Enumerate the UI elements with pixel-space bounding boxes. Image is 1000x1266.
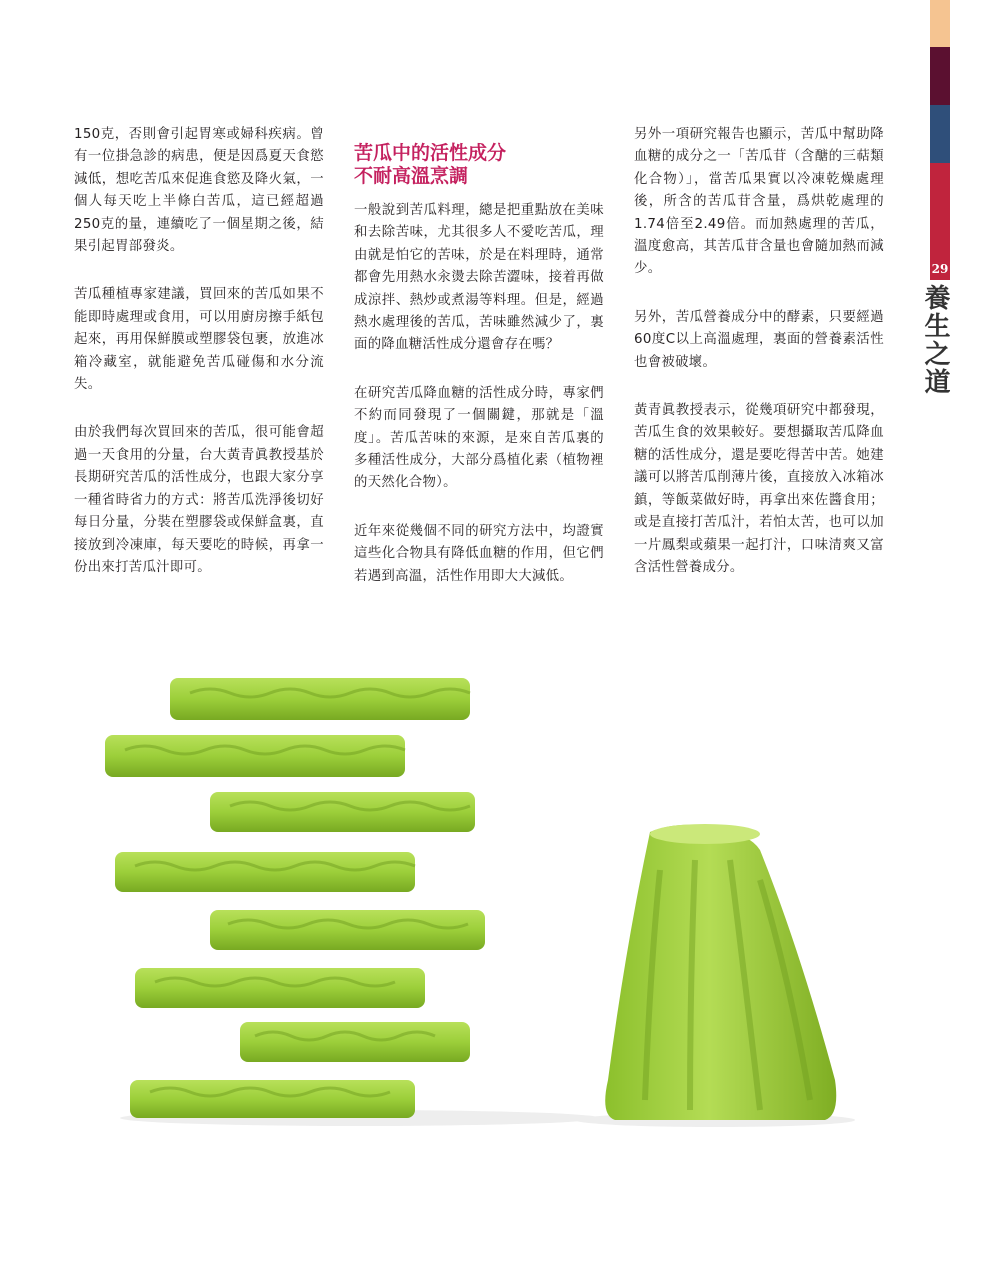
slice bbox=[130, 1080, 415, 1118]
slice-stack bbox=[105, 678, 485, 1118]
paragraph: 苦瓜種植專家建議，買回來的苦瓜如果不能即時處理或食用，可以用廚房擦手紙包起來，再用保鮮膜或塑膠袋包裹，放進冰箱冷藏室，就能避免苦瓜碰傷和水分流失。 bbox=[74, 287, 324, 393]
paragraph: 黃青眞教授表示，從幾項研究中都發現，苦瓜生食的效果較好。要想攝取苦瓜降血糖的活性成分，還是要吃得苦中苦。她建議可以將苦瓜削薄片後，直接放入冰箱冰鎮，等飯菜做好時，再拿出來佐醬食用；或是直接打苦瓜汁，若怕太苦，也可以加一片鳳梨或蘋果一起打汁，口味清爽又富含活性營養成分。 bbox=[634, 403, 884, 575]
column-2 bbox=[354, 124, 604, 614]
paragraph: 另外，苦瓜營養成分中的酵素，只要經過60度C以上高溫處理，裏面的營養素活性也會被破壞。 bbox=[634, 309, 884, 370]
paragraph: 另外一項研究報告也顯示，苦瓜中幫助降血糖的成分之一「苦瓜苷（含醣的三萜類化合物）」，當苦瓜果實以冷凍乾燥處理後，所含的苦瓜苷含量，爲烘乾處理的1.74倍至2.49倍。而加熱處理的苦瓜，溫度愈高，其苦瓜苷含量也會隨加熱而減少。 bbox=[634, 127, 884, 277]
column-3 bbox=[634, 124, 884, 605]
bitter-melon-photo bbox=[60, 620, 930, 1140]
slice bbox=[115, 852, 415, 892]
slice bbox=[105, 735, 405, 777]
paragraph: 150克，否則會引起胃寒或婦科疾病。曾有一位掛急診的病患，便是因爲夏天食慾減低，想吃苦瓜來促進食慾及降火氣，一個人每天吃上半條白苦瓜，這已經超過250克的量，連續吃了一個星期之後，結果引起胃部發炎。 bbox=[74, 127, 324, 255]
page-number: 29 bbox=[930, 258, 950, 280]
paragraph: 由於我們每次買回來的苦瓜，很可能會超過一天食用的分量，台大黃青眞教授基於長期研究苦瓜的活性成分，也跟大家分享一種省時省力的方式：將苦瓜洗淨後切好每日分量，分裝在塑膠袋或保鮮盒裏，直接放到冷凍庫，每天要吃的時候，再拿一份出來打苦瓜汁即可。 bbox=[74, 425, 324, 575]
slice bbox=[135, 968, 425, 1008]
subheading bbox=[354, 142, 604, 188]
paragraph: 近年來從幾個不同的研究方法中，均證實這些化合物具有降低血糖的作用，但它們若遇到高溫，活性作用即大大減低。 bbox=[354, 523, 604, 584]
slice bbox=[210, 792, 475, 832]
color-strip-maroon bbox=[930, 47, 950, 105]
color-strip-navy bbox=[930, 105, 950, 163]
slice bbox=[240, 1022, 470, 1062]
subheading-line-2: 不耐高溫烹調 bbox=[354, 165, 469, 187]
section-title: 養生之道 bbox=[920, 284, 950, 396]
column-1 bbox=[74, 124, 324, 605]
color-strip-peach bbox=[930, 0, 950, 47]
slice bbox=[210, 910, 485, 950]
subheading-line-1: 苦瓜中的活性成分 bbox=[354, 142, 507, 164]
paragraph: 一般說到苦瓜料理，總是把重點放在美味和去除苦味，尤其很多人不愛吃苦瓜，理由就是怕它的苦味，於是在料理時，通常都會先用熱水汆燙去除苦澀味，接着再做成涼拌、熱炒或煮湯等料理。但是，經過熱水處理後的苦瓜，苦味雖然減少了，裏面的降血糖活性成分還會存在嗎？ bbox=[354, 203, 604, 353]
slice bbox=[170, 678, 470, 720]
bitter-melon-piece bbox=[605, 824, 836, 1120]
color-strip-red bbox=[930, 163, 950, 258]
paragraph: 在研究苦瓜降血糖的活性成分時，專家們不約而同發現了一個關鍵，那就是「溫度」。苦瓜苦味的來源，是來自苦瓜裏的多種活性成分，大部分爲植化素（植物裡的天然化合物）。 bbox=[354, 385, 604, 491]
